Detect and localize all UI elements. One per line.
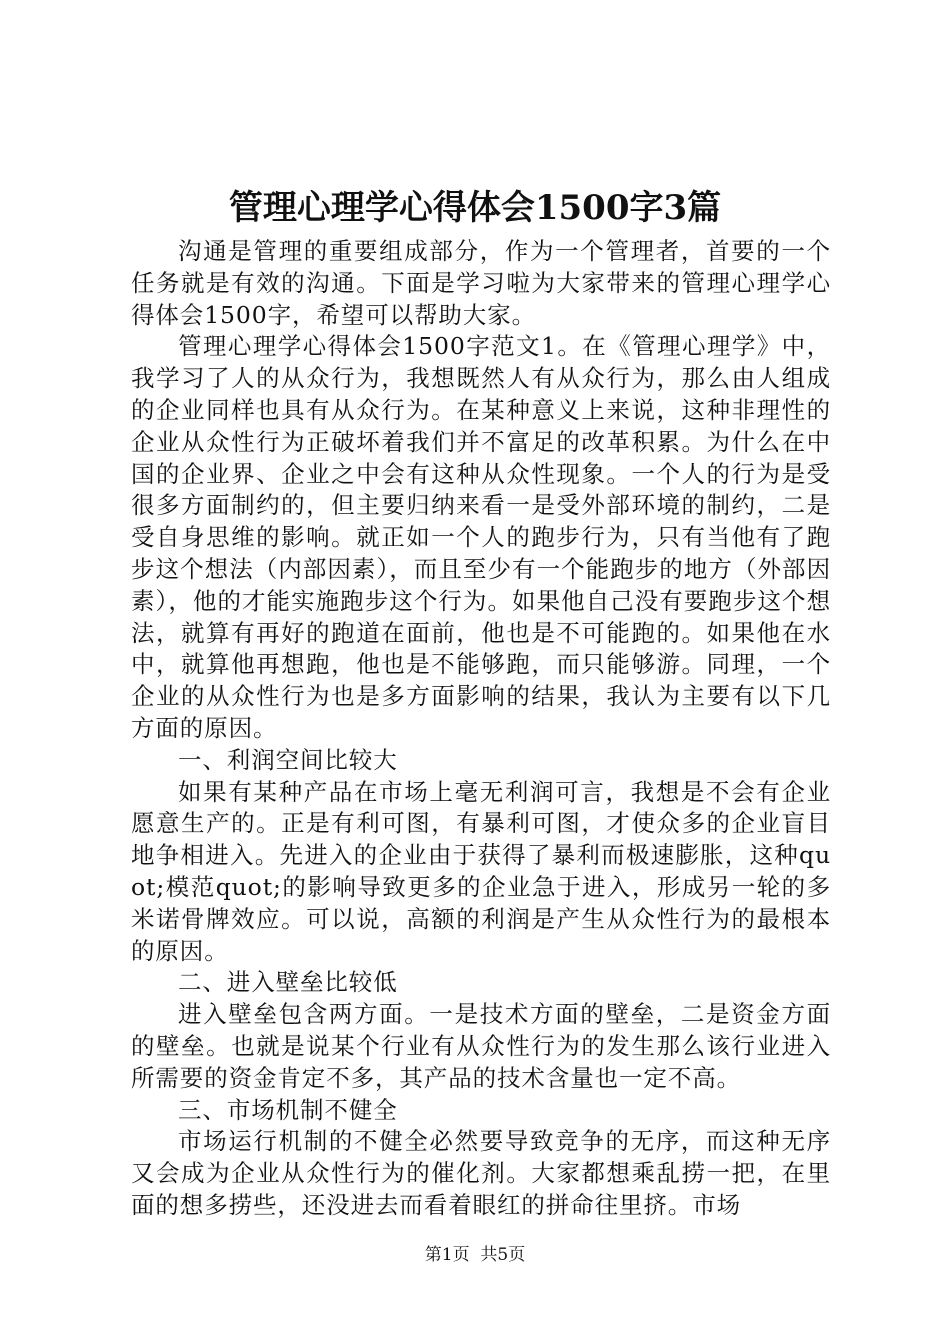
document-title: 管理心理学心得体会1500字3篇: [228, 188, 722, 228]
section-heading-1: 一、利润空间比较大: [178, 745, 398, 774]
intro-paragraph: 沟通是管理的重要组成部分，作为一个管理者，首要的一个任务就是有效的沟通。下面是学习啦为大家带来的管理心理学心得体会1500字，希望可以帮助大家。: [131, 237, 831, 329]
body-paragraph-4: 市场运行机制的不健全必然要导致竞争的无序，而这种无序又会成为企业从众性行为的催化剂。大家都想乘乱捞一把，在里面的想多捞些，还没进去而看着眼红的拼命往里挤。市场: [131, 1127, 831, 1219]
body-paragraph-3: 进入壁垒包含两方面。一是技术方面的壁垒，二是资金方面的壁垒。也就是说某个行业有从众性行为的发生那么该行业进入所需要的资金肯定不多，其产品的技术含量也一定不高。: [131, 1000, 831, 1092]
page-number-footer: 第1页 共5页: [424, 1245, 526, 1265]
body-paragraph-2: 如果有某种产品在市场上毫无利润可言，我想是不会有企业愿意生产的。正是有利可图，有暴利可图，才使众多的企业盲目地争相进入。先进入的企业由于获得了暴利而极速膨胀，这种quot;模范quot;的影响导致更多的企业急于进入，形成另一轮的多米诺骨牌效应。可以说，高额的利润是产生从众性行为的最根本的原因。: [131, 777, 831, 965]
document-body: [131, 236, 831, 1222]
section-heading-3: 三、市场机制不健全: [178, 1095, 398, 1124]
body-paragraph-1: 管理心理学心得体会1500字范文1。在《管理心理学》中，我学习了人的从众行为，我想既然人有从众行为，那么由人组成的企业同样也具有从众行为。在某种意义上来说，这种非理性的企业从众性行为正破坏着我们并不富足的改革积累。为什么在中国的企业界、企业之中会有这种从众性现象。一个人的行为是受很多方面制约的，但主要归纳来看一是受外部环境的制约，二是受自身思维的影响。就正如一个人的跑步行为，只有当他有了跑步这个想法（内部因素），而且至少有一个能跑步的地方（外部因素），他的才能实施跑步这个行为。如果他自己没有要跑步这个想法，就算有再好的跑道在面前，他也是不可能跑的。如果他在水中，就算他再想跑，他也是不能够跑，而只能够游。同理，一个企业的从众性行为也是多方面影响的结果，我认为主要有以下几方面的原因。: [131, 332, 831, 742]
section-heading-2: 二、进入壁垒比较低: [178, 968, 398, 997]
